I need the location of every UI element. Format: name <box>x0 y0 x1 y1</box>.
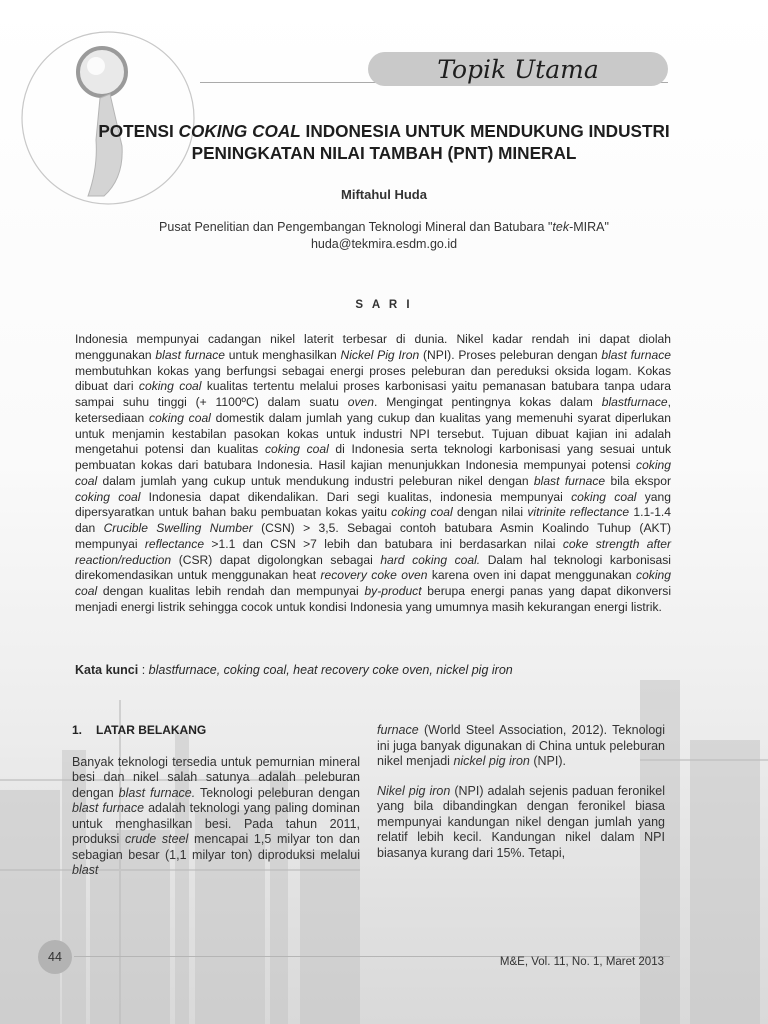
article-title <box>60 120 708 164</box>
text-run: membutuhkan kokas yang berfungsi sebagai energi proses peleburan dan pereduksi oksida logam. Kokas dibuat dari <box>75 363 671 394</box>
body-paragraph <box>377 784 665 862</box>
title-part: COKING COAL <box>178 121 301 141</box>
text-run: Crucible Swelling Number <box>103 521 253 535</box>
text-run: coking coal <box>75 568 671 598</box>
text-run: Teknologi peleburan dengan <box>195 785 360 800</box>
text-run: (NPI) adalah sejenis paduan feronikel yang bila dibandingkan dengan feronikel biasa mempunyai kandungan nikel dengan jumlah yang relatif lebih kecil. Kandungan nikel dalam NPI biasanya kurang dari 15%. Tetapi, <box>377 783 665 860</box>
keywords-separator: : <box>138 663 149 677</box>
text-run: blast furnace <box>155 347 226 362</box>
page-number: 44 <box>48 950 62 964</box>
topic-label: Topik Utama <box>437 54 599 84</box>
text-run: recovery coke oven <box>320 568 428 583</box>
text-run: blast furnace <box>72 801 145 815</box>
text-run: (CSR) dapat digolongkan sebagai <box>171 552 381 567</box>
section-heading <box>72 723 360 739</box>
title-part: INDONESIA UNTUK MENDUKUNG INDUSTRI PENINGKATAN NILAI TAMBAH (PNT) MINERAL <box>191 121 670 163</box>
page-number-badge <box>38 940 72 974</box>
text-run: (NPI). <box>529 754 566 768</box>
text-run: blastfurnace <box>601 395 668 409</box>
text-run: by-product <box>364 584 422 598</box>
text-run: coking coal <box>391 505 453 520</box>
author-email: huda@tekmira.esdm.go.id <box>310 237 458 251</box>
affiliation-part: Pusat Penelitian dan Pengembangan Teknologi Mineral dan Batubara " <box>159 220 553 234</box>
author-affiliation <box>60 219 708 253</box>
text-run: coking coal <box>75 489 141 504</box>
text-run: (World Steel Association, 2012). Teknologi ini juga banyak digunakan di China untuk peleburan nikel menjadi <box>377 723 665 768</box>
text-run: dengan kualitas lebih rendah dan mempunyai <box>97 584 365 598</box>
keywords-label: Kata kunci <box>75 663 139 677</box>
keywords-value: blastfurnace, coking coal, heat recovery coke oven, nickel pig iron <box>148 663 513 677</box>
text-run: crude steel <box>124 832 189 846</box>
text-run: yang dipersyaratkan untuk bahan baku pembuatan kokas yaitu <box>75 489 671 520</box>
text-run: reflectance <box>144 536 205 551</box>
body-paragraph <box>72 755 360 879</box>
text-run: furnace <box>377 723 419 737</box>
keywords <box>75 663 671 677</box>
text-run: Indonesia dapat dikendalikan. Dari segi kualitas, indonesia mempunyai <box>140 489 572 504</box>
text-run: hard coking coal. <box>380 552 481 567</box>
text-run: coking coal <box>148 410 211 425</box>
text-run: coke strength after reaction/reduction <box>75 536 671 567</box>
text-run: mencapai 1,5 milyar ton dan sebagian besar (1,1 milyar ton) diproduksi melalui <box>72 832 360 862</box>
affiliation-part: -MIRA" <box>569 220 609 234</box>
text-run: adalah teknologi yang paling dominan untuk menghasilkan besi. Pada tahun 2011, produksi <box>72 801 361 846</box>
text-run: berupa energi panas yang dapat dikonversi menjadi energi listrik sehingga cocok untuk kondisi Indonesia yang umumnya masih kekurangan energi listrik. <box>75 584 672 614</box>
text-run: coking coal <box>75 458 671 488</box>
body-column-left <box>72 723 360 887</box>
author-name: Miftahul Huda <box>341 187 427 202</box>
text-run: 1.1-1.4 dan <box>75 505 672 535</box>
text-run: nickel pig iron <box>453 754 530 768</box>
text-run: bila ekspor <box>605 473 671 488</box>
text-run: blast furnace <box>533 473 606 488</box>
text-run: karena oven ini dapat menggunakan <box>427 568 637 583</box>
text-run: , ketersediaan <box>75 395 671 425</box>
section-number: 1. <box>72 723 83 737</box>
text-run: dalam jumlah yang cukup untuk mendukung industri peleburan nikel dengan <box>97 473 534 488</box>
text-run: dengan nilai <box>452 505 528 520</box>
body-column-right <box>377 723 665 869</box>
magnifier-emblem-icon <box>18 28 198 208</box>
topic-badge <box>368 52 668 86</box>
text-run: Dalam hal teknologi karbonisasi direkomendasikan untuk menggunakan heat <box>75 552 671 583</box>
text-run: vitrinite reflectance <box>527 505 630 520</box>
text-run: >1.1 dan CSN >7 lebih dan batubara ini berdasarkan nilai <box>204 536 563 551</box>
title-part: POTENSI <box>98 121 179 141</box>
body-paragraph <box>377 723 665 770</box>
text-run: Nickel Pig Iron <box>340 347 420 362</box>
affiliation-line <box>60 219 708 236</box>
text-run: kualitas tertentu melalui proses karbonisasi yaitu pemanasan batubara tanpa udara sampai suhu tinggi (+ 1100ºC) dalam suatu <box>75 379 671 409</box>
abstract-body <box>75 332 671 616</box>
text-run: coking coal <box>571 489 637 504</box>
text-run: untuk menghasilkan <box>225 347 341 362</box>
text-run: Banyak teknologi tersedia untuk pemurnian mineral besi dan nikel salah satunya adalah peleburan dengan <box>72 754 360 800</box>
text-run: (NPI). Proses peleburan dengan <box>419 347 602 362</box>
text-run: blast furnace. <box>118 785 196 800</box>
text-run: blast <box>72 863 99 877</box>
text-run: coking coal <box>264 442 329 457</box>
text-run: blast furnace <box>601 347 671 362</box>
section-title: LATAR BELAKANG <box>96 723 207 737</box>
abstract-heading: S A R I <box>355 299 413 311</box>
journal-citation: M&E, Vol. 11, No. 1, Maret 2013 <box>499 956 664 968</box>
text-run: domestik dalam jumlah yang cukup dan kualitas yang memenuhi syarat diperlukan untuk menjamin kestabilan pasokan kokas untuk industri NPI tersebut. Tujuan dibuat kajian ini adalah mengetahui potensi dan kualitas <box>75 410 671 457</box>
text-run: Nikel pig iron <box>377 783 451 798</box>
affiliation-part: tek <box>552 220 570 234</box>
text-run: (CSN) > 3,5. Sebagai contoh batubara Asmin Koalindo Tuhup (AKT) mempunyai <box>75 521 671 551</box>
text-run: Indonesia mempunyai cadangan nikel laterit terbesar di dunia. Nikel kadar rendah ini dapat diolah menggunakan <box>75 332 671 362</box>
text-run: . Mengingat pentingnya kokas dalam <box>374 395 602 409</box>
text-run: di Indonesia serta teknologi karbonisasi yang sesuai untuk pembuatan kokas dari batubara Indonesia. Hasil kajian menunjukkan Indonesia mempunyai potensi <box>75 442 672 472</box>
text-run: coking coal <box>138 379 202 394</box>
text-run: oven <box>347 395 374 409</box>
